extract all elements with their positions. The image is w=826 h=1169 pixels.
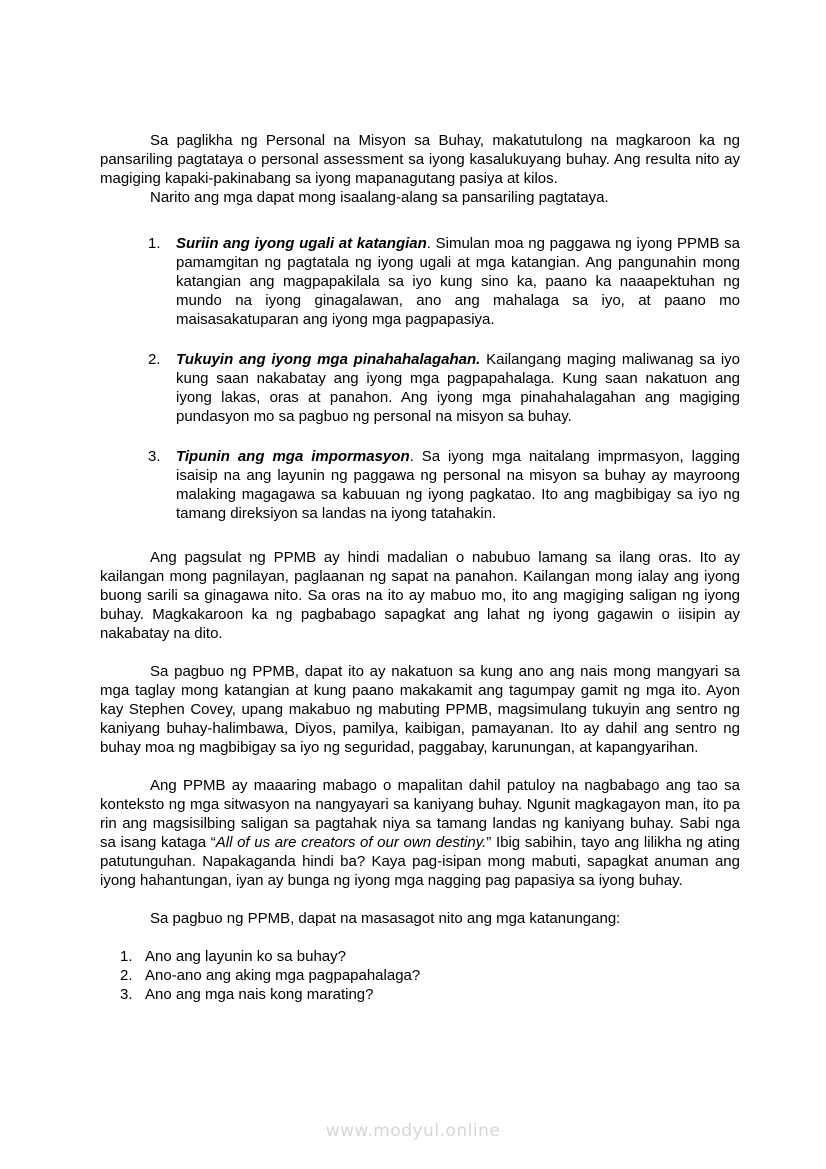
body-paragraph-2: Sa pagbuo ng PPMB, dapat ito ay nakatuon sa kung ano ang nais mong mangyari sa mga taglay mong katangian at kung paano makakamit ang tagumpay gamit ng mga ito. Ayon kay Stephen Covey, upang makabuo ng mabuting PPMB, magsimulang tukuyin ang sentro ng kaniyang buhay-halimbawa, Diyos, pamilya, kaibigan, pamayanan. Ito ay dahil ang sentro ng buhay moa ng magbibigay sa iyo ng seguridad, paggabay, karunungan, at kapangyarihan. xyxy=(100,663,740,756)
step-sep-3: . xyxy=(409,448,422,465)
step-lead-2: Tukuyin ang iyong mga pinahahalagahan. xyxy=(176,351,481,368)
step-text-3: Sa iyong mga naitalang imprmasyon, lagging isaisip na ang layunin ng paggawa ng personal na misyon sa buhay ay mayroong malaking magagawa sa kabuuan ng iyong pagkatao. Ito ang magbibigay sa iyo ng tamang direksiyon sa landas na iyong tatahakin. xyxy=(176,448,740,522)
quote-before-text: Ang PPMB ay maaaring mabago o mapalitan dahil patuloy na nagbabago ang tao sa konteksto ng mga sitwasyon na nangyayari sa kaniyang buhay. Ngunit magkagayon man, ito pa rin ang magsisilbing saligan sa pagtahak niya sa tamang landas ng kaniyang buhay. Sabi nga sa isang kataga “ xyxy=(100,777,740,851)
step-sep-1: . xyxy=(426,235,436,252)
step-item-2 xyxy=(100,350,740,426)
step-number-1: 1. xyxy=(148,235,161,252)
step-item-1 xyxy=(100,234,740,329)
step-item-3 xyxy=(100,447,740,523)
body-paragraph-1: Ang pagsulat ng PPMB ay hindi madalian o nabubuo lamang sa ilang oras. Ito ay kailangan mong pagnilayan, paglaanan ng sapat na panahon. Kailangan mong ialay ang iyong buong sarili sa ginagawa nito. Sa oras na ito ay mabuo mo, ito ang magiging saligan ng iyong buhay. Magkakaroon ka ng pagbabago sapagkat ang lahat ng iyong gagawin o iisipin ay nakabatay na dito. xyxy=(100,549,740,642)
quote-paragraph xyxy=(100,776,740,890)
question-item-2 xyxy=(100,966,740,985)
step-lead-3: Tipunin ang mga impormasyon xyxy=(176,448,410,465)
question-item-3 xyxy=(100,985,740,1004)
step-lead-1: Suriin ang iyong ugali at katangian xyxy=(176,235,427,252)
watermark: www.modyul.online xyxy=(325,1121,501,1141)
quote-after-text: ” Ibig sabihin, tayo ang lilikha ng ating patutunguhan. Napakaganda hindi ba? Kaya pag-isipan mong mabuti, sapagkat anuman ang iyong hahantungan, iyan ay bunga ng iyong mga nagging pag papasiya sa iyong buhay. xyxy=(100,834,740,889)
intro-paragraph: Sa paglikha ng Personal na Misyon sa Buhay, makatutulong na magkaroon ka ng pansariling pagtataya o personal assessment sa iyong kasalukuyang buhay. Ang resulta nito ay magiging kapaki-pakinabang sa iyong mapanagutang pasiya at kilos. xyxy=(100,132,740,187)
questions-list xyxy=(100,947,740,1004)
question-text-2: Ano-ano ang aking mga pagpapahalaga? xyxy=(145,967,421,984)
step-text-2: Kailangang maging maliwanag sa iyo kung saan nakabatay ang iyong mga pagpapahalaga. Kung saan nakatuon ang iyong lakas, oras at panahon. Ang iyong mga pinahahalagahan ang magiging pundasyon mo sa pagbuo ng personal na misyon sa buhay. xyxy=(176,351,740,425)
question-text-1: Ano ang layunin ko sa buhay? xyxy=(145,948,346,965)
intro-line-narito: Narito ang mga dapat mong isaalang-alang sa pansariling pagtataya. xyxy=(150,189,609,206)
question-number-3: 3. xyxy=(120,986,133,1003)
step-number-3: 3. xyxy=(148,448,161,465)
question-number-2: 2. xyxy=(120,967,133,984)
question-text-3: Ano ang mga nais kong marating? xyxy=(145,986,374,1003)
questions-intro: Sa pagbuo ng PPMB, dapat na masasagot nito ang mga katanungang: xyxy=(150,910,621,927)
step-text-1: Simulan moa ng paggawa ng iyong PPMB sa pamamgitan ng pagtatala ng iyong ugali at mga katangian. Ang pangunahin mong katangian ang magpapakilala sa iyo kung sino ka, paano ka naaapektuhan ng mundo na iyong ginagalawan, ano ang mahalaga sa iyo, at paano mo maisasakatuparan ang iyong mga pagpapasiya. xyxy=(176,235,740,328)
question-number-1: 1. xyxy=(120,948,133,965)
question-item-1 xyxy=(100,947,740,966)
steps-list xyxy=(100,234,740,523)
quote-italic-text: All of us are creators of our own destiny. xyxy=(215,834,487,851)
step-number-2: 2. xyxy=(148,351,161,368)
document-content xyxy=(100,131,740,1004)
